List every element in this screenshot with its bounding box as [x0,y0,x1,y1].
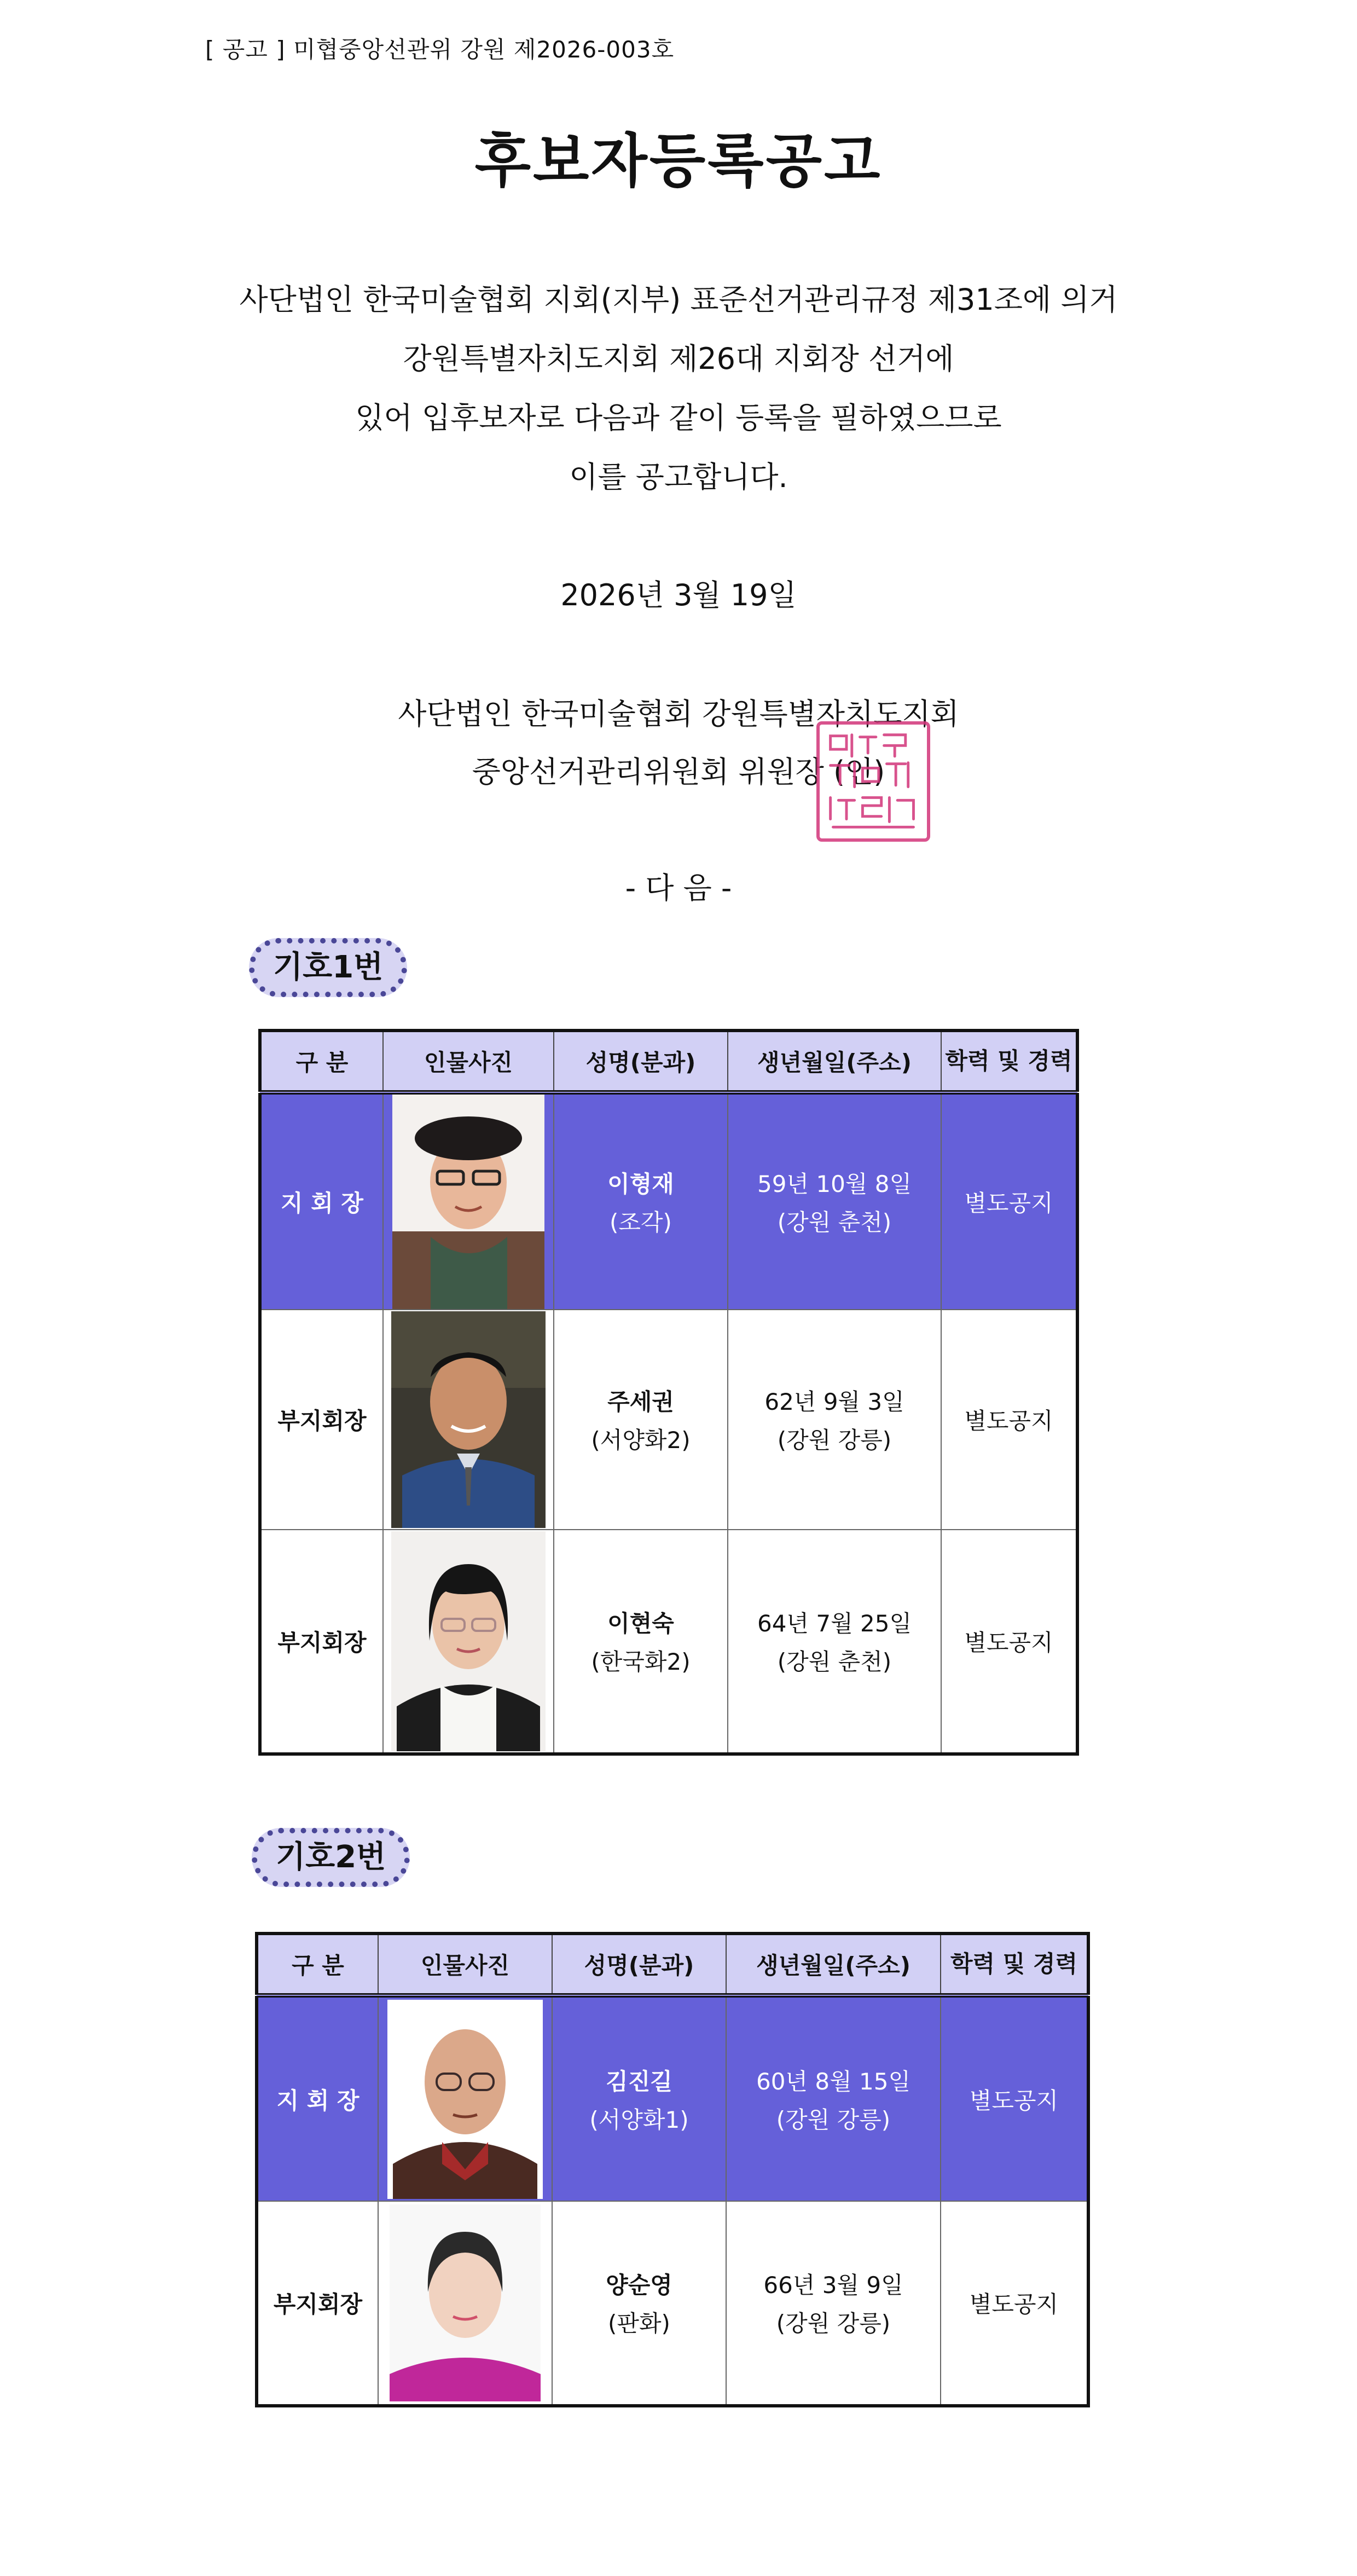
candidate-birth: 62년 9월 3일 [764,1388,904,1415]
name-cell [554,1310,728,1530]
group-2-header-row [257,1934,1088,1995]
table-row [260,1310,1077,1530]
photo-cell [383,1310,554,1530]
role-cell: 부지회장 [260,1310,383,1530]
candidate-name: 이형재 [607,1171,674,1197]
candidate-photo [391,1311,546,1528]
candidate-dept: (서양화1) [589,2106,689,2133]
official-seal-stamp [816,721,930,842]
col-birth: 생년월일(주소) [728,1031,941,1092]
photo-cell [383,1530,554,1754]
col-photo: 인물사진 [378,1934,552,1995]
candidate-dept: (판화) [608,2310,670,2337]
career-cell: 별도공지 [941,1310,1077,1530]
birth-cell [726,2201,941,2406]
candidate-address: (강원 강릉) [776,2106,891,2133]
career-cell: 별도공지 [941,1995,1088,2201]
photo-cell [378,2201,552,2406]
name-cell [552,2201,726,2406]
candidate-name: 주세권 [607,1388,674,1415]
name-cell [554,1092,728,1310]
page-title: 후보자등록공고 [474,128,883,195]
candidate-birth: 60년 8월 15일 [756,2068,911,2095]
col-photo: 인물사진 [383,1031,554,1092]
name-cell [554,1530,728,1754]
body-line-4: 이를 공고합니다. [569,460,788,494]
notice-number: [ 공고 ] 미협중앙선관위 강원 제2026-003호 [205,36,675,63]
candidate-name: 이현숙 [607,1610,674,1637]
candidate-photo [391,1531,546,1751]
candidate-dept: (조각) [610,1209,672,1236]
candidate-photo [390,2204,541,2401]
table-row [257,2201,1088,2406]
org-line-2: 중앙선거관리위원회 위원장 (인) [472,755,885,789]
role-cell: 부지회장 [257,2201,378,2406]
next-label: - 다 음 - [625,871,732,905]
body-line-1: 사단법인 한국미술협회 지회(지부) 표준선거관리규정 제31조에 의거 [239,282,1118,317]
candidate-name: 양순영 [606,2272,672,2299]
role-cell: 부지회장 [260,1530,383,1754]
org-line-1: 사단법인 한국미술협회 강원특별자치도지회 [398,697,959,731]
candidate-photo [387,2000,543,2199]
col-name: 성명(분과) [552,1934,726,1995]
col-name: 성명(분과) [554,1031,728,1092]
candidate-name: 김진길 [606,2068,672,2095]
name-cell [552,1995,726,2201]
col-birth: 생년월일(주소) [726,1934,941,1995]
candidate-address: (강원 춘천) [777,1209,892,1236]
group-2-table [255,1932,1090,2407]
col-career: 학력 및 경력 [941,1031,1077,1092]
group-1-table [258,1029,1079,1756]
col-division: 구 분 [257,1934,378,1995]
birth-cell [728,1310,941,1530]
table-row [260,1530,1077,1754]
career-cell: 별도공지 [941,1092,1077,1310]
career-cell: 별도공지 [941,2201,1088,2406]
birth-cell [728,1092,941,1310]
candidate-birth: 66년 3월 9일 [763,2272,903,2299]
col-career: 학력 및 경력 [941,1934,1088,1995]
seal-pattern-icon [820,725,927,838]
candidate-address: (강원 강릉) [777,1427,892,1454]
career-cell: 별도공지 [941,1530,1077,1754]
group-1-badge: 기호1번 [249,938,407,997]
birth-cell [726,1995,941,2201]
table-row [260,1092,1077,1310]
candidate-birth: 59년 10월 8일 [757,1171,912,1197]
birth-cell [728,1530,941,1754]
notice-date: 2026년 3월 19일 [560,578,797,612]
table-row [257,1995,1088,2201]
group-1-header-row [260,1031,1077,1092]
body-line-3: 있어 입후보자로 다음과 같이 등록을 필하였으므로 [355,401,1002,435]
role-cell: 지 회 장 [257,1995,378,2201]
role-cell: 지 회 장 [260,1092,383,1310]
candidate-dept: (한국화2) [591,1648,691,1675]
candidate-address: (강원 강릉) [776,2310,891,2337]
group-2-badge: 기호2번 [252,1828,410,1887]
candidate-dept: (서양화2) [591,1427,691,1454]
col-division: 구 분 [260,1031,383,1092]
photo-cell [378,1995,552,2201]
candidate-address: (강원 춘천) [777,1648,892,1675]
candidate-photo [392,1095,544,1309]
photo-cell [383,1092,554,1310]
body-line-2: 강원특별자치도지회 제26대 지회장 선거에 [403,341,954,376]
candidate-birth: 64년 7월 25일 [757,1610,912,1637]
